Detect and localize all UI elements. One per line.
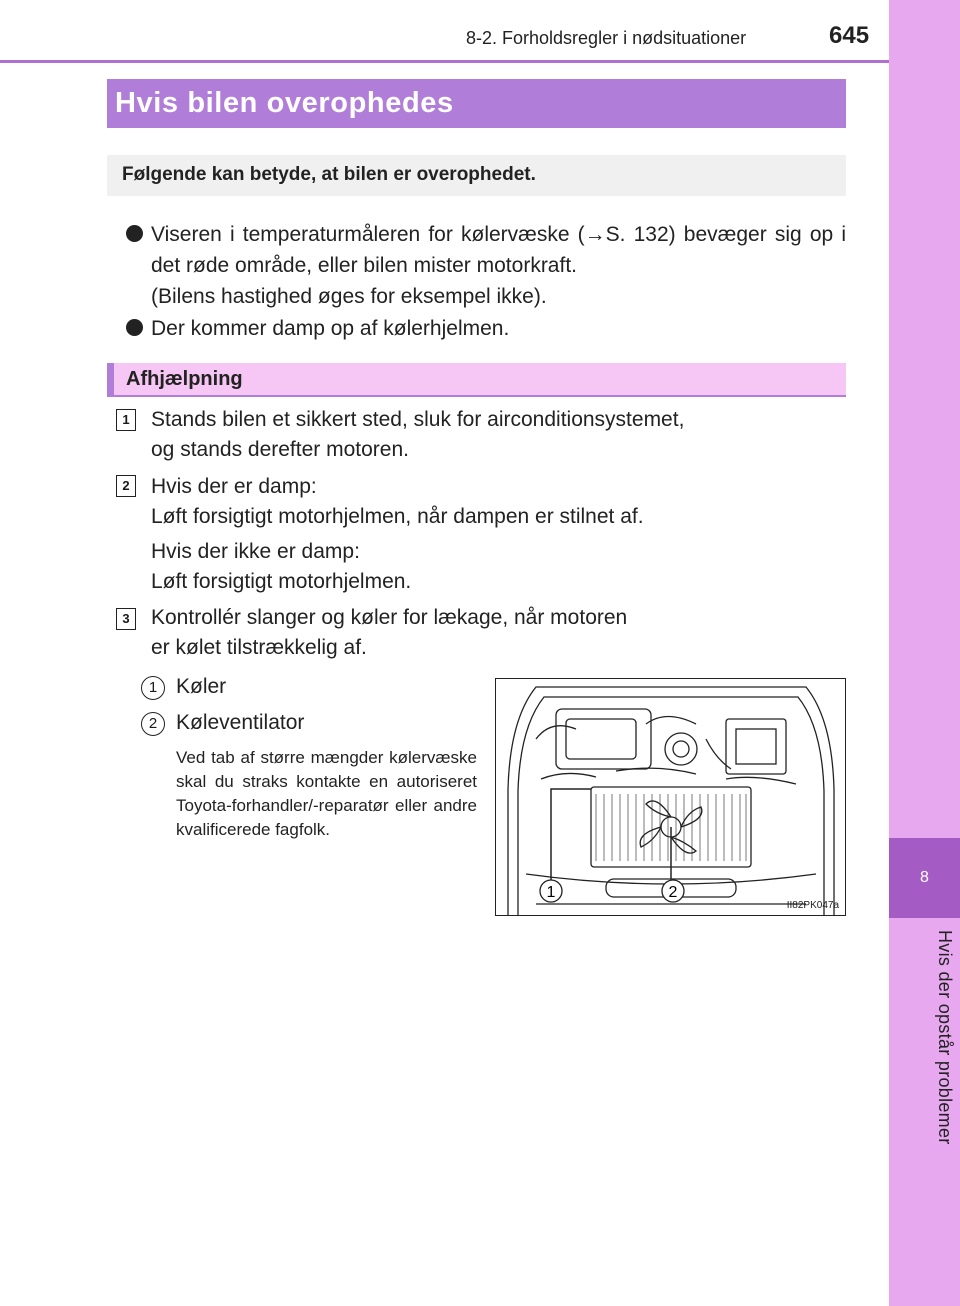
page-number: 645 — [829, 22, 870, 49]
bullet-icon — [126, 319, 143, 336]
step-text: Hvis der er damp: Løft forsigtigt motorhjelmen, når dampen er stilnet af. — [151, 475, 644, 528]
step-text: Kontrollér slanger og køler for lækage, når motoren er kølet tilstrækkelig af. — [151, 606, 628, 659]
header-divider — [0, 60, 889, 63]
remedy-heading-bar — [107, 363, 846, 397]
callout-1: 1 — [546, 884, 556, 901]
intro-box — [107, 155, 846, 196]
symptom-item — [123, 219, 846, 312]
engine-bay-illustration — [496, 679, 846, 916]
step-text-alt: Hvis der ikke er damp: Løft forsigtigt motorhjelmen. — [151, 540, 412, 593]
step-number: 1 — [116, 409, 136, 431]
remedy-heading: Afhjælpning — [126, 368, 243, 390]
step-text: Stands bilen et sikkert sted, sluk for airconditionsystemet, og stands derefter motoren. — [151, 408, 685, 461]
symptom-text: Viseren i temperaturmåleren for kølervæske (→S. 132) bevæger sig op i det røde område, eller bilen mister motorkraft. (Bilens hastighed øges for eksempel ikke). — [151, 223, 846, 308]
bullet-icon — [126, 225, 143, 242]
step-number: 3 — [116, 608, 136, 630]
legend-label: Køleventilator — [176, 711, 305, 734]
symptom-extra: (Bilens hastighed øges for eksempel ikke). — [151, 285, 547, 308]
symptom-text: Der kommer damp op af kølerhjelmen. — [151, 317, 510, 340]
legend-label: Køler — [176, 675, 227, 698]
chapter-number: 8 — [889, 838, 960, 918]
legend-number: 1 — [141, 676, 165, 700]
engine-bay-figure — [495, 678, 846, 916]
section-header: 8-2. Forholdsregler i nødsituationer — [466, 28, 747, 48]
legend-number: 2 — [141, 712, 165, 736]
symptom-item — [123, 313, 846, 344]
figure-code: II82PK047a — [786, 900, 839, 911]
chapter-title: Hvis der opstår problemer — [935, 930, 955, 1145]
page-title: Hvis bilen overophedes — [115, 87, 454, 119]
callout-2: 2 — [668, 884, 678, 901]
step-number: 2 — [116, 475, 136, 497]
warning-note: Ved tab af større mængder kølervæske skal du straks kontakte en autoriseret Toyota-forhandler/-reparatør eller andre kvalificerede fagfolk. — [176, 748, 477, 839]
intro-text: Følgende kan betyde, at bilen er overophedet. — [122, 164, 536, 185]
title-bar — [107, 79, 846, 128]
